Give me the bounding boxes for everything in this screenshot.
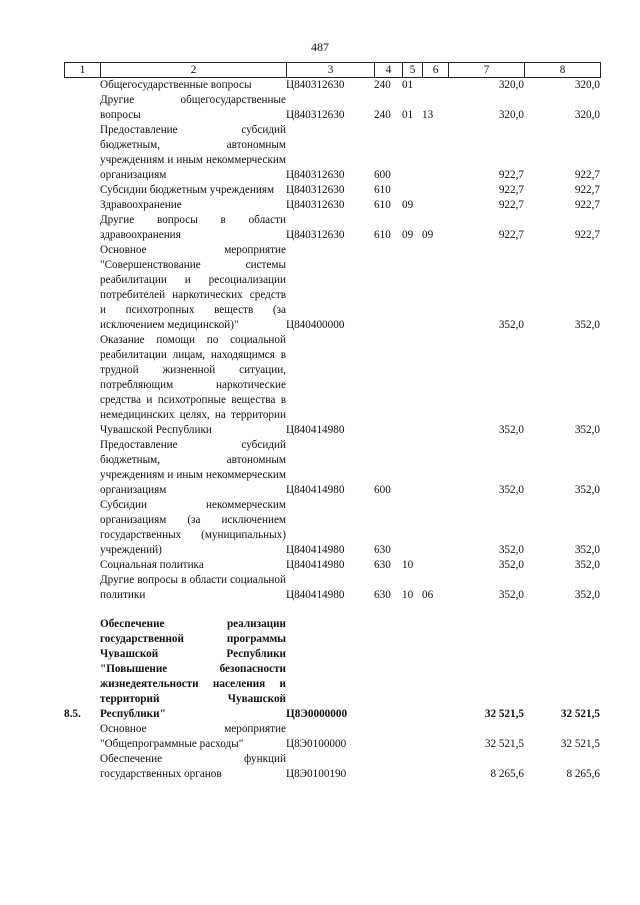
row-amount-col7: 32 521,5 xyxy=(484,738,524,750)
row-amount-col7: 352,0 xyxy=(498,559,524,571)
row-amount-col8: 922,7 xyxy=(574,169,600,181)
row-expense-type: 240 xyxy=(374,109,391,121)
row-name xyxy=(100,93,286,123)
row-number xyxy=(64,558,100,573)
row-number xyxy=(64,123,100,183)
row-code: Ц8Э0100190 xyxy=(286,768,347,780)
row-amount-col7: 8 265,6 xyxy=(490,768,524,780)
row-name-text: Социальная политика xyxy=(100,559,204,571)
row-name xyxy=(100,498,286,558)
row-amount-col8: 352,0 xyxy=(574,544,600,556)
row-amount-col8: 352,0 xyxy=(574,559,600,571)
row-subsection xyxy=(422,558,448,573)
budget-table xyxy=(64,78,600,782)
row-name-text: Основное мероприятие "Общепрограммные расходы" xyxy=(100,723,286,750)
row-subsection: 13 xyxy=(422,109,434,121)
row-section xyxy=(402,333,422,438)
row-amount-col8: 320,0 xyxy=(574,109,600,121)
row-number xyxy=(64,573,100,603)
row-name xyxy=(100,183,286,198)
row-name-text: Обеспечение функций государственных органов xyxy=(100,753,286,780)
row-name xyxy=(100,333,286,438)
row-section xyxy=(402,752,422,782)
table-header xyxy=(64,62,601,78)
row-name-text: Другие общегосударственные вопросы xyxy=(100,94,286,121)
row-name-text: Другие вопросы в области социальной политики xyxy=(100,574,286,601)
row-code: Ц840414980 xyxy=(286,484,345,496)
row-number xyxy=(64,183,100,198)
row-amount-col8: 352,0 xyxy=(574,484,600,496)
row-expense-type: 630 xyxy=(374,589,391,601)
row-expense-type xyxy=(374,722,402,752)
row-name-text: Общегосударственные вопросы xyxy=(100,79,252,91)
row-section xyxy=(402,123,422,183)
row-code: Ц840414980 xyxy=(286,559,345,571)
row-amount-col8: 352,0 xyxy=(574,589,600,601)
row-amount-col7: 320,0 xyxy=(498,79,524,91)
row-amount-col8: 352,0 xyxy=(574,319,600,331)
row-section xyxy=(402,722,422,752)
row-name-text: Обеспечение реализации государственной программы Чувашской Республики "Повышение безопасности жизнедеятельности населения и территорий Чувашской Республики" xyxy=(100,618,286,720)
row-expense-type: 610 xyxy=(374,184,391,196)
row-amount-col7: 352,0 xyxy=(498,424,524,436)
row-number: 8.5. xyxy=(64,708,81,720)
row-code: Ц840312630 xyxy=(286,229,345,241)
row-code: Ц840414980 xyxy=(286,589,345,601)
row-name-text: Основное мероприятие "Совершенствование системы реабилитации и ресоциализации потребителей наркотических средств и психотропных веществ (за исключением медицинской)" xyxy=(100,244,286,331)
table-row xyxy=(64,438,600,498)
row-code: Ц8Э0000000 xyxy=(286,708,348,720)
table-row xyxy=(64,78,600,93)
row-amount-col7: 922,7 xyxy=(498,199,524,211)
row-name xyxy=(100,243,286,333)
row-code: Ц840400000 xyxy=(286,319,345,331)
row-subsection xyxy=(422,722,448,752)
row-expense-type xyxy=(374,243,402,333)
table-row xyxy=(64,243,600,333)
table-row xyxy=(64,333,600,438)
row-amount-col8: 320,0 xyxy=(574,79,600,91)
row-expense-type: 610 xyxy=(374,229,391,241)
row-name-text: Здравоохранение xyxy=(100,199,182,211)
table-row xyxy=(64,603,600,617)
col-header-8: 8 xyxy=(525,63,601,78)
col-header-7: 7 xyxy=(449,63,525,78)
row-amount-col8: 922,7 xyxy=(574,184,600,196)
row-name xyxy=(100,123,286,183)
row-subsection: 06 xyxy=(422,589,434,601)
row-amount-col8: 352,0 xyxy=(574,424,600,436)
table-row xyxy=(64,573,600,603)
row-subsection xyxy=(422,333,448,438)
row-name xyxy=(100,78,286,93)
row-number xyxy=(64,498,100,558)
table-row xyxy=(64,93,600,123)
row-expense-type: 600 xyxy=(374,484,391,496)
row-subsection: 09 xyxy=(422,229,434,241)
row-expense-type: 630 xyxy=(374,559,391,571)
page-number: 487 xyxy=(311,40,329,54)
row-name-text: Субсидии некоммерческим организациям (за исключением государственных (муниципальных) учреждений) xyxy=(100,499,286,556)
row-amount-col7: 352,0 xyxy=(498,589,524,601)
row-amount-col7: 352,0 xyxy=(498,484,524,496)
row-name xyxy=(100,617,286,722)
col-header-3: 3 xyxy=(287,63,375,78)
row-amount-col8: 32 521,5 xyxy=(560,738,600,750)
col-header-6: 6 xyxy=(423,63,449,78)
row-number xyxy=(64,78,100,93)
row-amount-col8: 922,7 xyxy=(574,229,600,241)
row-amount-col7: 922,7 xyxy=(498,169,524,181)
row-subsection xyxy=(422,617,448,722)
row-expense-type: 630 xyxy=(374,544,391,556)
row-subsection xyxy=(422,752,448,782)
row-amount-col7: 352,0 xyxy=(498,544,524,556)
row-amount-col8: 8 265,6 xyxy=(566,768,600,780)
row-expense-type xyxy=(374,617,402,722)
row-amount-col8: 922,7 xyxy=(574,199,600,211)
row-subsection xyxy=(422,78,448,93)
row-section: 10 xyxy=(402,589,414,601)
row-name xyxy=(100,213,286,243)
row-subsection xyxy=(422,438,448,498)
row-section xyxy=(402,498,422,558)
row-section xyxy=(402,183,422,198)
col-header-2: 2 xyxy=(101,63,287,78)
row-name-text: Предоставление субсидий бюджетным, автономным учреждениям и иным некоммерческим организациям xyxy=(100,124,286,181)
row-code: Ц840312630 xyxy=(286,184,345,196)
row-subsection xyxy=(422,198,448,213)
col-header-1: 1 xyxy=(65,63,101,78)
row-number xyxy=(64,752,100,782)
row-number xyxy=(64,438,100,498)
table-row xyxy=(64,183,600,198)
row-subsection xyxy=(422,123,448,183)
row-subsection xyxy=(422,243,448,333)
table-row xyxy=(64,752,600,782)
row-name-text: Субсидии бюджетным учреждениям xyxy=(100,184,275,196)
row-code: Ц840312630 xyxy=(286,169,345,181)
row-amount-col7: 320,0 xyxy=(498,109,524,121)
row-name-text: Предоставление субсидий бюджетным, автономным учреждениям и иным некоммерческим организациям xyxy=(100,439,286,496)
row-code: Ц840414980 xyxy=(286,424,345,436)
row-number xyxy=(64,243,100,333)
table-row xyxy=(64,498,600,558)
row-name xyxy=(100,752,286,782)
row-code: Ц840312630 xyxy=(286,109,345,121)
row-section xyxy=(402,438,422,498)
table-row xyxy=(64,213,600,243)
row-name xyxy=(100,573,286,603)
row-amount-col7: 352,0 xyxy=(498,319,524,331)
row-name xyxy=(100,438,286,498)
row-section: 09 xyxy=(402,199,414,211)
row-section: 01 xyxy=(402,109,414,121)
row-number xyxy=(64,722,100,752)
row-section: 10 xyxy=(402,559,414,571)
row-name xyxy=(100,722,286,752)
table-row xyxy=(64,617,600,722)
row-expense-type: 600 xyxy=(374,169,391,181)
table-row xyxy=(64,722,600,752)
row-expense-type xyxy=(374,752,402,782)
row-amount-col7: 32 521,5 xyxy=(484,708,524,720)
row-code: Ц840312630 xyxy=(286,79,345,91)
row-number xyxy=(64,198,100,213)
row-code: Ц840414980 xyxy=(286,544,345,556)
row-amount-col7: 922,7 xyxy=(498,229,524,241)
row-number xyxy=(64,213,100,243)
row-subsection xyxy=(422,183,448,198)
row-name xyxy=(100,558,286,573)
row-code: Ц8Э0100000 xyxy=(286,738,347,750)
row-number xyxy=(64,333,100,438)
row-expense-type xyxy=(374,333,402,438)
row-expense-type: 240 xyxy=(374,79,391,91)
row-amount-col7: 922,7 xyxy=(498,184,524,196)
row-name-text: Оказание помощи по социальной реабилитации лицам, находящимся в трудной жизненной ситуации, потребляющим наркотические средства и психотропные вещества в немедицинских целях, на территории Чувашской Республики xyxy=(100,334,286,436)
row-name-text: Другие вопросы в области здравоохранения xyxy=(100,214,286,241)
row-section xyxy=(402,617,422,722)
row-section: 01 xyxy=(402,79,414,91)
col-header-4: 4 xyxy=(375,63,403,78)
row-number xyxy=(64,93,100,123)
row-section: 09 xyxy=(402,229,414,241)
row-amount-col8: 32 521,5 xyxy=(560,708,600,720)
row-section xyxy=(402,243,422,333)
row-code: Ц840312630 xyxy=(286,199,345,211)
table-row xyxy=(64,123,600,183)
row-name xyxy=(100,198,286,213)
row-expense-type: 610 xyxy=(374,199,391,211)
table-row xyxy=(64,198,600,213)
row-subsection xyxy=(422,498,448,558)
table-row xyxy=(64,558,600,573)
row-spacer xyxy=(64,603,600,617)
col-header-5: 5 xyxy=(403,63,423,78)
